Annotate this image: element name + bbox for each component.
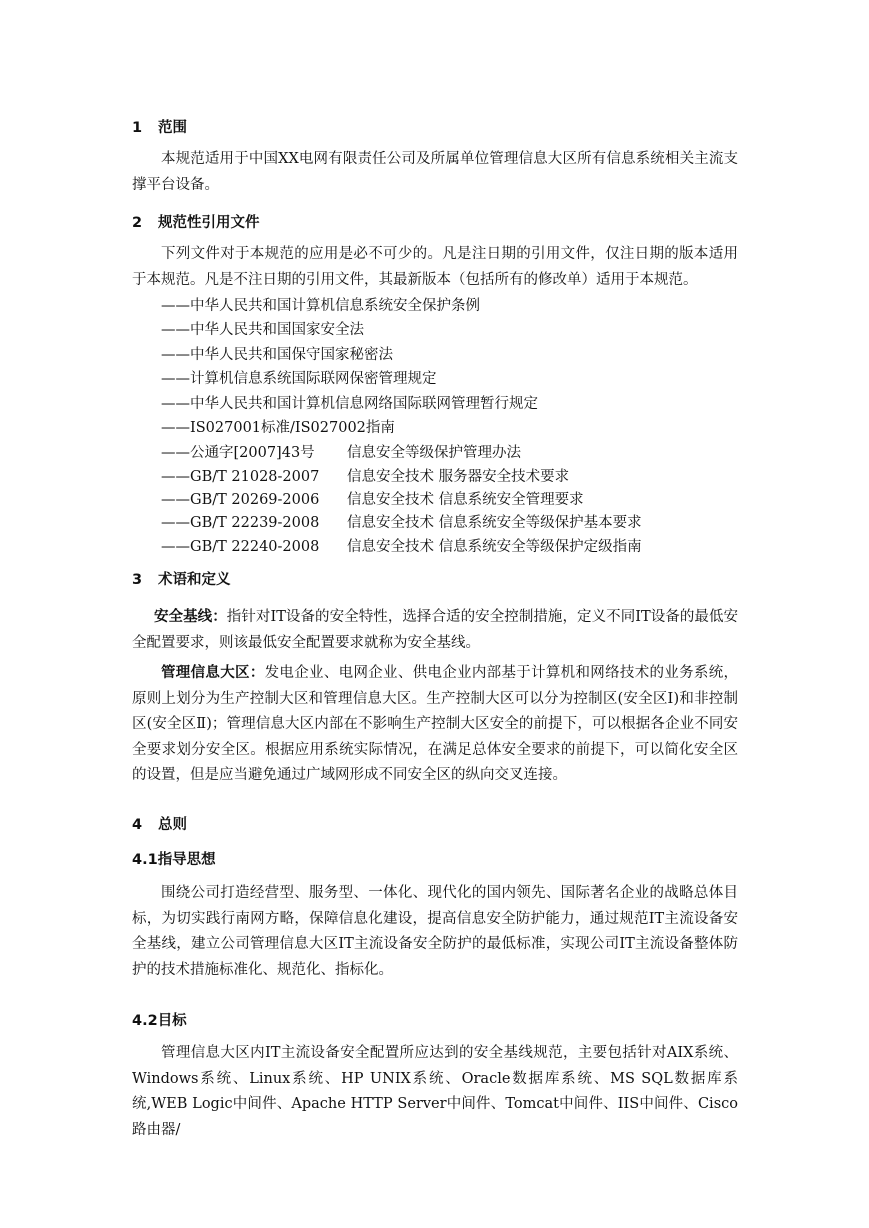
section-4-2-heading: [132, 1011, 187, 1031]
standard-item: [161, 467, 569, 487]
standard-code: ——GB/T 22239-2008: [161, 515, 320, 531]
section-title: 指导思想: [157, 852, 216, 868]
term-definition: 发电企业、电网企业、供电企业内部基于计算机和网络技术的业务系统，原则上划分为生产控制大区和管理信息大区。生产控制大区可以分为控制区(安全区Ⅰ)和非控制区(安全区Ⅱ)；管理信息大区内部在不影响生产控制大区安全的前提下，可以根据各企业不同安全要求划分安全区。根据应用系统实际情况，在满足总体安全要求的前提下，可以简化安全区的设置，但是应当避免通过广域网形成不同安全区的纵向交叉连接。: [132, 665, 739, 783]
term-label: 安全基线：: [154, 609, 227, 625]
term-label: 管理信息大区：: [161, 665, 265, 681]
section-2-paragraph: 下列文件对于本规范的应用是必不可少的。凡是注日期的引用文件，仅注日期的版本适用于本规范。凡是不注日期的引用文件，其最新版本（包括所有的修改单）适用于本规范。: [132, 246, 738, 288]
definition-paragraph: [132, 605, 738, 656]
standard-item: [161, 513, 642, 533]
reference-item: ——中华人民共和国保守国家秘密法: [161, 347, 393, 363]
section-title: 术语和定义: [158, 572, 231, 588]
section-number: 2: [132, 215, 143, 231]
reference-item: ——中华人民共和国计算机信息系统安全保护条例: [161, 298, 480, 314]
standard-title: 信息安全技术 服务器安全技术要求: [347, 469, 570, 485]
section-number: 1: [132, 120, 143, 136]
section-1-heading: [132, 118, 187, 138]
reference-item: ——IS027001标准/IS027002指南: [161, 420, 395, 436]
section-title: 总则: [158, 817, 187, 833]
standard-code: ——GB/T 22240-2008: [161, 539, 320, 555]
section-number: 4.2: [132, 1013, 158, 1029]
standard-code: ——GB/T 21028-2007: [161, 469, 320, 485]
standard-code: ——公通字[2007]43号: [161, 445, 315, 461]
section-4-1-heading: [132, 850, 216, 870]
term-definition: 指针对IT设备的安全特性，选择合适的安全控制措施，定义不同IT设备的最低安全配置要求，则该最低安全配置要求就称为安全基线。: [132, 609, 739, 651]
definition-paragraph: [132, 661, 738, 789]
standard-code: ——GB/T 20269-2006: [161, 492, 320, 508]
section-2-heading: [132, 213, 260, 233]
standard-item: [161, 537, 642, 557]
reference-item: ——中华人民共和国计算机信息网络国际联网管理暂行规定: [161, 396, 538, 412]
section-title: 目标: [157, 1013, 187, 1029]
standard-title: 信息安全技术 信息系统安全等级保护基本要求: [347, 515, 642, 531]
standard-title: 信息安全技术 信息系统安全管理要求: [347, 492, 584, 508]
section-number: 4: [132, 817, 143, 833]
section-4-2-paragraph: 管理信息大区内IT主流设备安全配置所应达到的安全基线规范，主要包括针对AIX系统、Windows系统、Linux系统、HP UNIX系统、Oracle数据库系统、MS SQL数据库系统,WEB Logic中间件、Apache HTTP Server中间件、Tomcat中间件、IIS中间件、Cisco路由器/: [132, 1045, 738, 1138]
section-4-1-paragraph: 围绕公司打造经营型、服务型、一体化、现代化的国内领先、国际著名企业的战略总体目标，为切实践行南网方略，保障信息化建设，提高信息安全防护能力，通过规范IT主流设备安全基线，建立公司管理信息大区IT主流设备安全防护的最低标准，实现公司IT主流设备整体防护的技术措施标准化、规范化、指标化。: [132, 885, 738, 978]
standard-item: [161, 443, 521, 463]
section-1-paragraph: 本规范适用于中国XX电网有限责任公司及所属单位管理信息大区所有信息系统相关主流支撑平台设备。: [132, 151, 738, 193]
section-title: 规范性引用文件: [158, 215, 260, 231]
standard-title: 信息安全等级保护管理办法: [347, 445, 521, 461]
section-number: 4.1: [132, 852, 158, 868]
reference-item: ——计算机信息系统国际联网保密管理规定: [161, 371, 437, 387]
standard-item: [161, 490, 584, 510]
section-3-heading: [132, 570, 231, 590]
section-title: 范围: [158, 120, 187, 136]
section-number: 3: [132, 572, 143, 588]
reference-item: ——中华人民共和国国家安全法: [161, 322, 364, 338]
standard-title: 信息安全技术 信息系统安全等级保护定级指南: [347, 539, 642, 555]
section-4-heading: [132, 815, 187, 835]
